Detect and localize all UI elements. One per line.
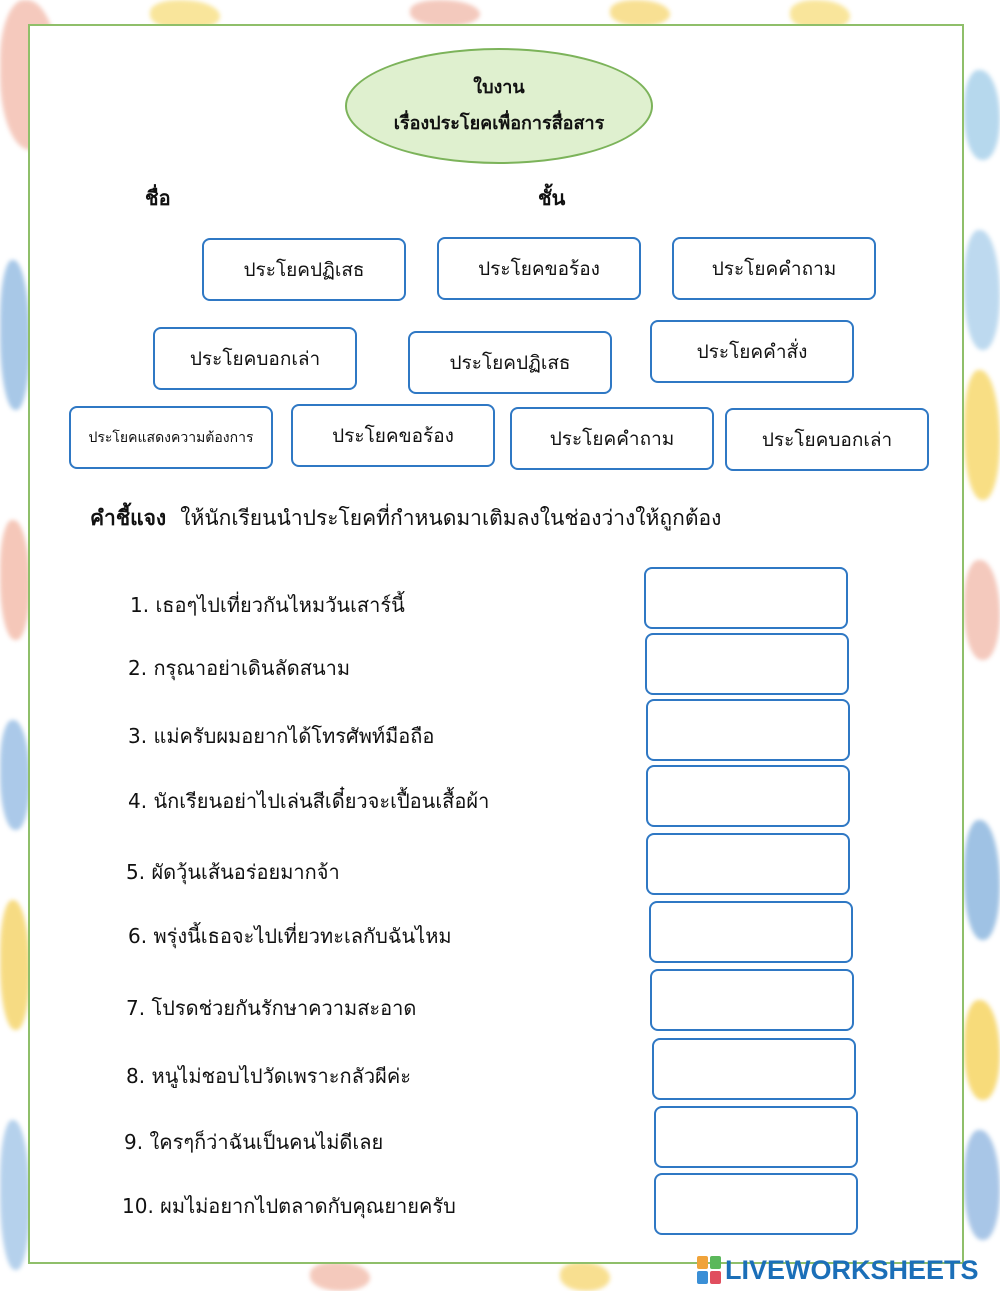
answer-box-10[interactable] [654,1173,858,1235]
brand-text: LIVEWORKSHEETS [725,1254,979,1285]
answer-box-1[interactable] [644,567,848,629]
class-label: ชั้น [538,186,566,210]
question-2: 2. กรุณาอย่าเดินลัดสนาม [128,656,351,680]
question-8: 8. หนูไม่ชอบไปวัดเพราะกลัวผีค่ะ [126,1064,411,1088]
worksheet-frame [28,24,964,1264]
word-chip[interactable]: ประโยคปฏิเสธ [202,238,406,301]
word-chip[interactable]: ประโยคคำถาม [672,237,876,300]
word-chip[interactable]: ประโยคคำสั่ง [650,320,854,383]
word-chip[interactable]: ประโยคขอร้อง [437,237,641,300]
answer-box-4[interactable] [646,765,850,827]
answer-box-6[interactable] [649,901,853,963]
question-7: 7. โปรดช่วยกันรักษาความสะอาด [126,996,417,1020]
word-chip[interactable]: ประโยคบอกเล่า [153,327,357,390]
word-chip[interactable]: ประโยคคำถาม [510,407,714,470]
answer-box-8[interactable] [652,1038,856,1100]
instruction-text: ให้นักเรียนนำประโยคที่กำหนดมาเติมลงในช่องว่างให้ถูกต้อง [180,506,722,530]
question-1: 1. เธอๆไปเที่ยวกันไหมวันเสาร์นี้ [130,593,405,617]
answer-box-3[interactable] [646,699,850,761]
question-4: 4. นักเรียนอย่าไปเล่นสีเดี๋ยวจะเปื้อนเสื้อผ้า [128,789,490,813]
word-chip[interactable]: ประโยคขอร้อง [291,404,495,467]
question-10: 10. ผมไม่อยากไปตลาดกับคุณยายครับ [122,1194,456,1218]
word-chip[interactable]: ประโยคแสดงความต้องการ [69,406,273,469]
logo-icon [697,1256,721,1284]
name-label: ชื่อ [145,186,171,210]
question-5: 5. ผัดวุ้นเส้นอร่อยมากจ้า [126,860,340,884]
answer-box-7[interactable] [650,969,854,1031]
word-chip[interactable]: ประโยคปฏิเสธ [408,331,612,394]
word-chip[interactable]: ประโยคบอกเล่า [725,408,929,471]
liveworksheets-logo [697,1254,979,1286]
worksheet-subtitle: เรื่องประโยคเพื่อการสื่อสาร [393,113,605,134]
instruction [90,502,721,535]
answer-box-2[interactable] [645,633,849,695]
title-oval [345,48,653,164]
question-9: 9. ใครๆก็ว่าฉันเป็นคนไม่ดีเลย [124,1130,384,1154]
question-3: 3. แม่ครับผมอยากได้โทรศัพท์มือถือ [128,724,435,748]
instruction-heading: คำชี้แจง [90,506,167,530]
answer-box-9[interactable] [654,1106,858,1168]
question-6: 6. พรุ่งนี้เธอจะไปเที่ยวทะเลกับฉันไหม [128,924,452,948]
answer-box-5[interactable] [646,833,850,895]
worksheet-title: ใบงาน [473,77,525,98]
